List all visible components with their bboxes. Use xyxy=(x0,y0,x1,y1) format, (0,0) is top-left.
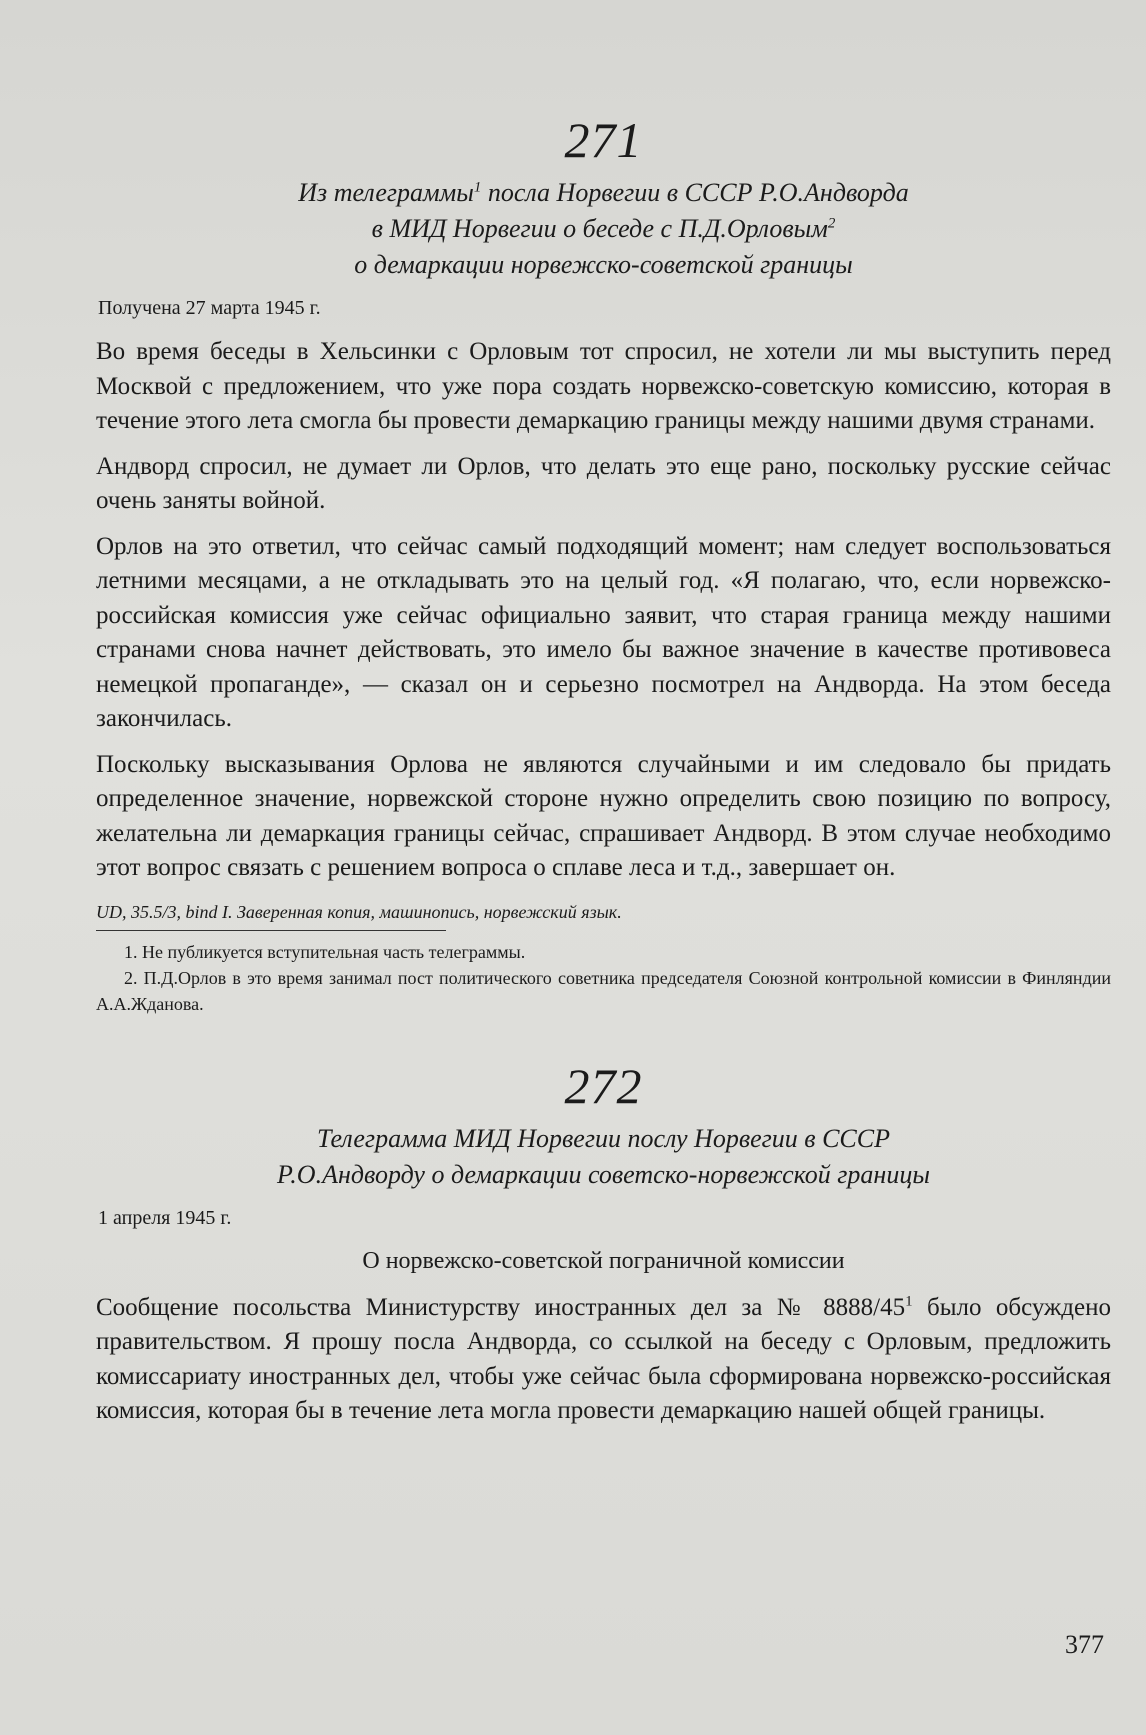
doc272-heading-line-1: Телеграмма МИД Норвегии послу Норвегии в СССР xyxy=(316,1123,890,1153)
doc271-paragraph: Орлов на это ответил, что сейчас самый подходящий момент; нам следует воспользоваться летними месяцами, а не откладывать это на целый год. «Я полагаю, что, если норвежско-российская комиссия уже сейчас официально заявит, что старая граница между нашими странами снова начнет действовать, это имело бы важное значение в качестве противовеса немецкой пропаганде», — сказал он и серьезно посмотрел на Андворда. На этом беседа закончилась. xyxy=(96,532,1111,732)
doc271-paragraph: Поскольку высказывания Орлова не являются случайными и им следовало бы придать определенное значение, норвежской стороне нужно определить свою позицию по вопросу, желательна ли демаркация границы сейчас, спрашивает Андворд. В этом случае необходимо этот вопрос связать с решением вопроса о сплаве леса и т.д., завершает он. xyxy=(96,750,1111,881)
paragraph-text: Сообщение посольства Министурству иностранных дел за № 8888/45 xyxy=(96,1293,906,1321)
document-number-272: 272 xyxy=(564,1057,643,1114)
document-number-271: 271 xyxy=(564,112,643,168)
footnote-divider xyxy=(96,930,446,931)
doc272-heading-line-2: Р.О.Андворду о демаркации советско-норвежской границы xyxy=(277,1159,930,1189)
archive-reference: UD, 35.5/3, bind I. Заверенная копия, машинопись, норвежский язык. xyxy=(96,901,622,922)
footnote-marker: 1 xyxy=(473,179,482,196)
doc271-date: Получена 27 марта 1945 г. xyxy=(98,297,321,319)
doc271-paragraph: Андворд спросил, не думает ли Орлов, что делать это еще рано, поскольку русские сейчас очень заняты войной. xyxy=(96,452,1111,514)
doc272-paragraph xyxy=(96,1291,1111,1429)
doc271-heading-line-1 xyxy=(96,175,1111,211)
doc271-heading-line-2 xyxy=(96,211,1111,247)
heading-text: Из телеграммы xyxy=(298,178,474,207)
footnote-marker: 2 xyxy=(827,215,836,232)
heading-text: посла Норвегии в СССР Р.О.Андворда xyxy=(481,178,909,207)
footnote-marker: 1 xyxy=(905,1293,913,1310)
page-number: 377 xyxy=(1065,1630,1104,1659)
paragraph-text: было обсуждено правительством. Я прошу посла Андворда, со ссылкой на беседу с Орловым, предложить комиссариату иностранных дел, чтобы уже сейчас была сформирована норвежско-российская комиссия, которая бы в течение лета могла провести демаркацию нашей общей границы. xyxy=(96,1293,1111,1424)
doc272-date: 1 апреля 1945 г. xyxy=(98,1206,232,1229)
doc271-heading-line-3: о демаркации норвежско-советской границы xyxy=(354,250,853,279)
page-content xyxy=(96,112,1111,1440)
footnote-2: 2. П.Д.Орлов в это время занимал пост политического советника председателя Союзной контрольной комиссии в Финляндии А.А.Жданова. xyxy=(96,967,1111,1014)
doc272-subtitle: О норвежско-советской пограничной комиссии xyxy=(362,1247,845,1274)
footnote-1: 1. Не публикуется вступительная часть телеграммы. xyxy=(124,941,526,962)
heading-text: в МИД Норвегии о беседе с П.Д.Орловым xyxy=(371,214,828,243)
doc271-paragraph: Во время беседы в Хельсинки с Орловым тот спросил, не хотели ли мы выступить перед Москвой с предложением, что уже пора создать норвежско-советскую комиссию, которая в течение этого лета смогла бы провести демаркацию границы между нашими двумя странами. xyxy=(96,338,1111,434)
